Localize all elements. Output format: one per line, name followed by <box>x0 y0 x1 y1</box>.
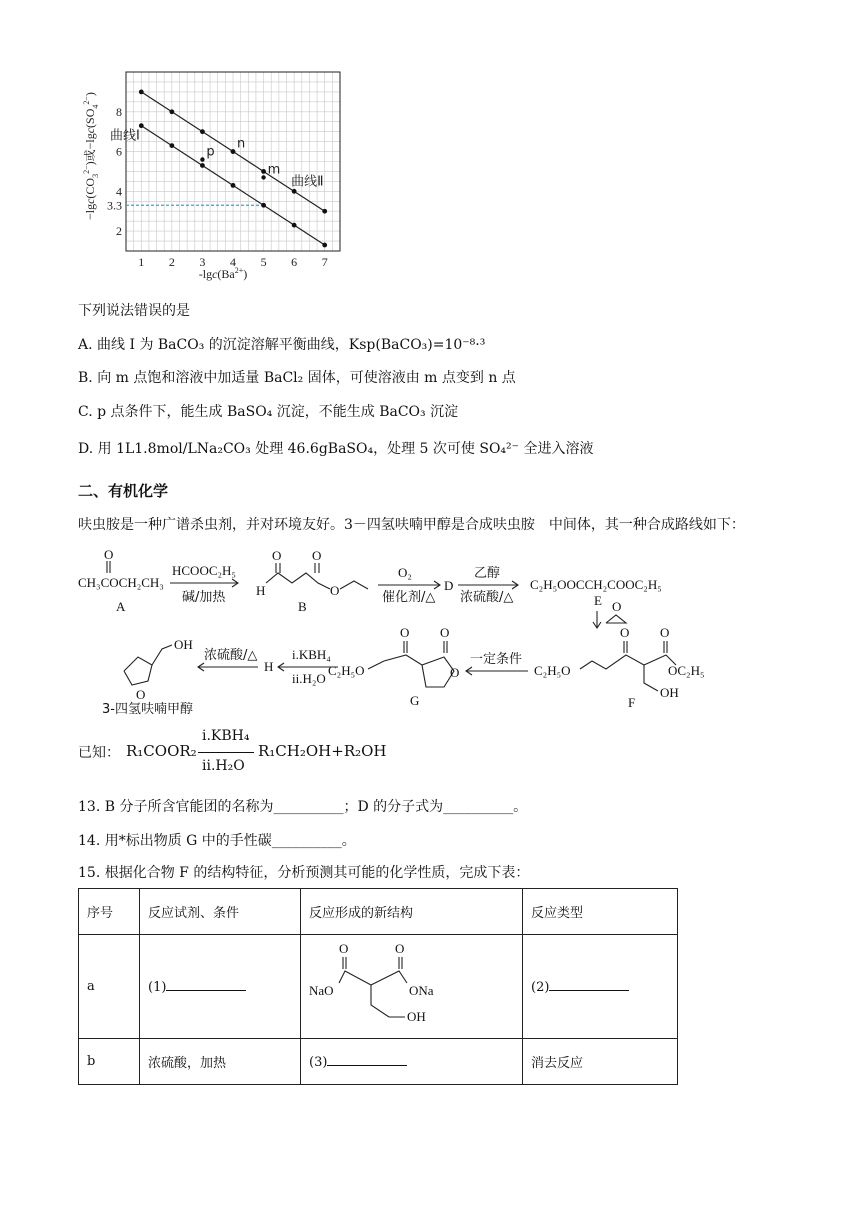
label-f: F <box>628 695 636 710</box>
svg-text:ii.H₂O: ii.H₂O <box>292 671 326 686</box>
x-tick-label: 2 <box>168 255 175 269</box>
data-point <box>292 223 297 228</box>
question-14: 14. 用*标出物质 G 中的手性碳__________。 <box>78 833 356 849</box>
label-a: A <box>116 599 126 614</box>
compound-a: CH₃COCH₂CH₃ <box>78 575 164 590</box>
row-b-type: 消去反应 <box>523 1039 678 1085</box>
row-b-reagent: 浓硫酸，加热 <box>140 1039 301 1085</box>
svg-text:浓硫酸/△: 浓硫酸/△ <box>204 648 258 663</box>
x-axis-label: $-\lg c(Ba^{2+})$ <box>198 266 248 281</box>
option-c: C. p 点条件下，能生成 BaSO₄ 沉淀，不能生成 BaCO₃ 沉淀 <box>78 404 459 420</box>
svg-text:O: O <box>660 625 670 640</box>
svg-text:O: O <box>400 625 410 640</box>
row-a-reagent[interactable]: (1) <box>140 935 301 1039</box>
question-13: 13. B 分子所含官能团的名称为__________；D 的分子式为__________。 <box>78 799 528 815</box>
svg-text:i.KBH₄: i.KBH₄ <box>292 647 331 662</box>
svg-text:O: O <box>272 548 282 563</box>
svg-text:O: O <box>312 548 322 563</box>
compound-e: C₂H₅OOCCH₂COOC₂H₅ <box>530 577 662 592</box>
svg-text:C₂H₅O: C₂H₅O <box>328 663 365 678</box>
row-b-no: b <box>79 1039 140 1085</box>
label-h: H <box>264 659 274 674</box>
y-tick-label: 3.3 <box>107 198 122 213</box>
svg-text:乙醇: 乙醇 <box>474 566 501 581</box>
svg-text:O: O <box>612 599 622 614</box>
svg-text:O: O <box>330 583 340 598</box>
synthesis-route <box>78 545 778 715</box>
intro-text: 呋虫胺是一种广谱杀虫剂，并对环境友好。3－四氢呋喃甲醇是合成呋虫胺 中间体，其一种合成路线如下： <box>78 517 745 533</box>
y-tick-label: 2 <box>116 224 122 239</box>
data-point <box>139 123 144 128</box>
svg-text:ONa: ONa <box>409 982 434 998</box>
svg-text:O: O <box>136 687 146 702</box>
svg-text:O: O <box>104 547 114 562</box>
known-reaction: 已知： <box>78 745 120 761</box>
y-tick-label: 8 <box>116 104 122 119</box>
header-structure: 反应形成的新结构 <box>301 889 523 935</box>
question-stem: 下列说法错误的是 <box>78 303 190 319</box>
x-tick-label: 1 <box>138 255 145 269</box>
svg-text:O: O <box>339 940 349 956</box>
option-d: D. 用 1L1.8mol/LNa₂CO₃ 处理 46.6gBaSO₄，处理 5 次可使 SO₄²⁻ 全进入溶液 <box>78 441 594 457</box>
x-tick-label: 5 <box>260 255 267 269</box>
data-point <box>292 189 297 194</box>
x-tick-label: 4 <box>230 255 236 269</box>
label-e: E <box>594 593 602 608</box>
svg-text:NaO: NaO <box>309 982 334 998</box>
solubility-chart <box>78 60 368 285</box>
known-bottom: ii.H₂O <box>202 758 245 774</box>
product-label: 3-四氢呋喃甲醇 <box>102 702 193 715</box>
svg-text:催化剂/△: 催化剂/△ <box>382 590 436 605</box>
series-label: 曲线Ⅰ <box>110 128 140 144</box>
svg-text:H: H <box>256 583 266 598</box>
point-m <box>261 175 265 179</box>
header-no: 序号 <box>79 889 140 935</box>
known-rhs: R₁CH₂OH+R₂OH <box>258 742 387 760</box>
svg-text:C₂H₅O: C₂H₅O <box>534 663 571 678</box>
svg-text:O: O <box>620 625 630 640</box>
reagent-1: HCOOC₂H₅ <box>172 563 236 578</box>
x-tick-label: 7 <box>321 255 328 269</box>
data-point <box>261 169 266 174</box>
x-tick-label: 6 <box>291 255 298 269</box>
data-point <box>139 89 144 94</box>
svg-text:OH: OH <box>407 1008 426 1024</box>
point-label: m <box>267 162 281 178</box>
data-point <box>169 109 174 114</box>
data-point <box>261 203 266 208</box>
row-a-structure <box>301 935 523 1039</box>
y-axis-label: $-\lg c(CO_3^{2-})$或$-\lg c(SO_4^{2-})$ <box>82 92 100 220</box>
option-a: A. 曲线 I 为 BaCO₃ 的沉淀溶解平衡曲线，Ksp(BaCO₃)=10⁻⁸·³ <box>78 337 486 353</box>
chart-grid <box>126 72 340 251</box>
svg-text:O: O <box>450 665 460 680</box>
y-tick-label: 6 <box>116 144 122 159</box>
series-label: 曲线Ⅱ <box>291 174 324 190</box>
header-reagent: 反应试剂、条件 <box>140 889 301 935</box>
data-point <box>322 209 327 214</box>
svg-text:OH: OH <box>660 685 679 700</box>
data-point <box>200 129 205 134</box>
svg-text:碱/加热: 碱/加热 <box>182 590 226 605</box>
point-label: n <box>237 136 246 152</box>
option-b: B. 向 m 点饱和溶液中加适量 BaCl₂ 固体，可使溶液由 m 点变到 n 点 <box>78 370 516 386</box>
known-lhs: R₁COOR₂ <box>126 742 197 760</box>
section-heading: 二、有机化学 <box>78 482 169 500</box>
label-b: B <box>298 599 307 614</box>
row-a-type[interactable]: (2) <box>523 935 678 1039</box>
properties-table <box>78 888 678 1085</box>
data-point <box>169 143 174 148</box>
label-d: D <box>444 578 454 593</box>
y-tick-label: 4 <box>116 184 122 199</box>
point-label: p <box>206 144 215 160</box>
question-15: 15. 根据化合物 F 的结构特征，分析预测其可能的化学性质，完成下表： <box>78 865 530 881</box>
svg-text:OH: OH <box>174 637 193 652</box>
data-point <box>231 183 236 188</box>
row-b-structure[interactable]: (3) <box>301 1039 523 1085</box>
svg-text:O: O <box>395 940 405 956</box>
svg-text:OC₂H₅: OC₂H₅ <box>668 663 705 678</box>
svg-text:一定条件: 一定条件 <box>470 652 523 667</box>
data-point <box>322 243 327 248</box>
header-type: 反应类型 <box>523 889 678 935</box>
known-top: i.KBH₄ <box>202 728 250 744</box>
point-p <box>200 157 204 161</box>
point-n <box>231 149 235 153</box>
label-g: G <box>410 693 420 708</box>
svg-text:浓硫酸/△: 浓硫酸/△ <box>460 590 514 605</box>
svg-text:O₂: O₂ <box>398 565 412 580</box>
svg-text:O: O <box>440 625 450 640</box>
x-tick-label: 3 <box>199 255 206 269</box>
row-a-no: a <box>79 935 140 1039</box>
data-point <box>200 163 205 168</box>
